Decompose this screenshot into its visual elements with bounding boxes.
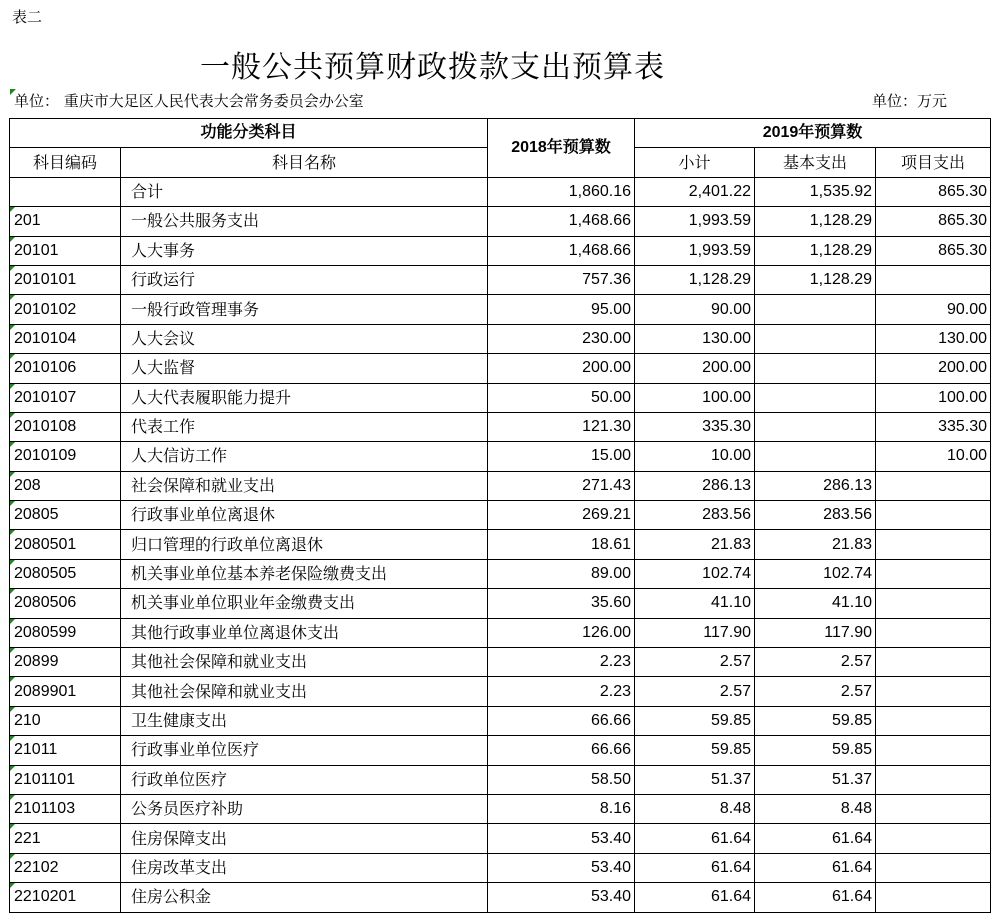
cell-2018-budget: 121.30 — [488, 412, 635, 441]
cell-2018-budget: 271.43 — [488, 471, 635, 500]
cell-code: 2010101 — [10, 265, 121, 294]
cell-2018-budget: 66.66 — [488, 736, 635, 765]
table-row — [10, 589, 991, 618]
cell-2018-budget: 126.00 — [488, 618, 635, 647]
cell-basic-expenditure: 283.56 — [755, 501, 876, 530]
cell-subtotal: 100.00 — [635, 383, 755, 412]
cell-2018-budget: 200.00 — [488, 354, 635, 383]
cell-subtotal: 21.83 — [635, 530, 755, 559]
cell-2018-budget: 2.23 — [488, 648, 635, 677]
table-row — [10, 559, 991, 588]
table-row — [10, 177, 991, 206]
cell-project-expenditure — [876, 265, 991, 294]
cell-subtotal: 1,993.59 — [635, 236, 755, 265]
cell-2018-budget: 95.00 — [488, 295, 635, 324]
table-row — [10, 824, 991, 853]
cell-code: 221 — [10, 824, 121, 853]
cell-code: 210 — [10, 706, 121, 735]
table-row — [10, 530, 991, 559]
table-row — [10, 501, 991, 530]
cell-basic-expenditure — [755, 412, 876, 441]
table-row — [10, 765, 991, 794]
cell-name: 其他社会保障和就业支出 — [121, 648, 488, 677]
cell-name: 合计 — [121, 177, 488, 206]
cell-code: 21011 — [10, 736, 121, 765]
cell-project-expenditure — [876, 736, 991, 765]
cell-project-expenditure: 10.00 — [876, 442, 991, 471]
cell-project-expenditure: 865.30 — [876, 236, 991, 265]
cell-2018-budget: 89.00 — [488, 559, 635, 588]
cell-name: 住房改革支出 — [121, 853, 488, 882]
cell-subtotal: 2.57 — [635, 648, 755, 677]
cell-name: 机关事业单位职业年金缴费支出 — [121, 589, 488, 618]
cell-name: 其他社会保障和就业支出 — [121, 677, 488, 706]
cell-basic-expenditure — [755, 295, 876, 324]
cell-name: 一般公共服务支出 — [121, 207, 488, 236]
table-row — [10, 883, 991, 912]
cell-subtotal: 1,128.29 — [635, 265, 755, 294]
cell-name: 人大监督 — [121, 354, 488, 383]
cell-basic-expenditure — [755, 383, 876, 412]
cell-code: 201 — [10, 207, 121, 236]
cell-project-expenditure: 865.30 — [876, 207, 991, 236]
header-2019-budget: 2019年预算数 — [635, 119, 991, 148]
header-basic-expenditure: 基本支出 — [755, 148, 876, 177]
table-row — [10, 618, 991, 647]
cell-subtotal: 335.30 — [635, 412, 755, 441]
table-row — [10, 354, 991, 383]
cell-basic-expenditure: 1,128.29 — [755, 265, 876, 294]
cell-subtotal: 90.00 — [635, 295, 755, 324]
cell-code: 2089901 — [10, 677, 121, 706]
cell-subtotal: 8.48 — [635, 794, 755, 823]
cell-name: 住房保障支出 — [121, 824, 488, 853]
cell-basic-expenditure: 2.57 — [755, 677, 876, 706]
cell-subtotal: 41.10 — [635, 589, 755, 618]
cell-code: 2080506 — [10, 589, 121, 618]
cell-project-expenditure — [876, 471, 991, 500]
cell-code: 2210201 — [10, 883, 121, 912]
cell-basic-expenditure: 59.85 — [755, 706, 876, 735]
cell-2018-budget: 269.21 — [488, 501, 635, 530]
cell-subtotal: 2.57 — [635, 677, 755, 706]
cell-basic-expenditure: 61.64 — [755, 883, 876, 912]
header-functional-category: 功能分类科目 — [10, 119, 488, 148]
cell-code: 2080505 — [10, 559, 121, 588]
cell-basic-expenditure: 21.83 — [755, 530, 876, 559]
cell-basic-expenditure: 286.13 — [755, 471, 876, 500]
cell-subtotal: 59.85 — [635, 736, 755, 765]
cell-2018-budget: 50.00 — [488, 383, 635, 412]
table-row — [10, 265, 991, 294]
cell-basic-expenditure: 117.90 — [755, 618, 876, 647]
cell-project-expenditure — [876, 677, 991, 706]
cell-basic-expenditure: 1,535.92 — [755, 177, 876, 206]
table-row — [10, 412, 991, 441]
cell-name: 行政运行 — [121, 265, 488, 294]
cell-name: 归口管理的行政单位离退休 — [121, 530, 488, 559]
cell-name: 行政事业单位医疗 — [121, 736, 488, 765]
cell-2018-budget: 230.00 — [488, 324, 635, 353]
table-row — [10, 794, 991, 823]
cell-2018-budget: 757.36 — [488, 265, 635, 294]
cell-code: 2080599 — [10, 618, 121, 647]
cell-basic-expenditure — [755, 442, 876, 471]
table-row — [10, 383, 991, 412]
cell-code: 2010108 — [10, 412, 121, 441]
cell-2018-budget: 53.40 — [488, 853, 635, 882]
cell-project-expenditure — [876, 706, 991, 735]
cell-basic-expenditure: 102.74 — [755, 559, 876, 588]
cell-code: 22102 — [10, 853, 121, 882]
cell-code: 2080501 — [10, 530, 121, 559]
cell-name: 人大代表履职能力提升 — [121, 383, 488, 412]
cell-2018-budget: 58.50 — [488, 765, 635, 794]
cell-basic-expenditure: 61.64 — [755, 824, 876, 853]
cell-code: 2010109 — [10, 442, 121, 471]
cell-2018-budget: 8.16 — [488, 794, 635, 823]
cell-project-expenditure: 200.00 — [876, 354, 991, 383]
cell-basic-expenditure: 41.10 — [755, 589, 876, 618]
cell-2018-budget: 1,468.66 — [488, 207, 635, 236]
cell-code: 2101103 — [10, 794, 121, 823]
table-row — [10, 295, 991, 324]
cell-name: 人大信访工作 — [121, 442, 488, 471]
cell-project-expenditure — [876, 501, 991, 530]
table-row — [10, 236, 991, 265]
cell-name: 代表工作 — [121, 412, 488, 441]
table-row — [10, 736, 991, 765]
budget-table — [9, 118, 991, 913]
cell-subtotal: 117.90 — [635, 618, 755, 647]
cell-project-expenditure: 335.30 — [876, 412, 991, 441]
cell-basic-expenditure — [755, 354, 876, 383]
cell-project-expenditure — [876, 765, 991, 794]
cell-project-expenditure: 865.30 — [876, 177, 991, 206]
cell-project-expenditure — [876, 589, 991, 618]
cell-subtotal: 61.64 — [635, 883, 755, 912]
header-subtotal: 小计 — [635, 148, 755, 177]
cell-name: 行政事业单位离退休 — [121, 501, 488, 530]
cell-code — [10, 177, 121, 206]
cell-project-expenditure — [876, 883, 991, 912]
cell-subtotal: 1,993.59 — [635, 207, 755, 236]
cell-name: 公务员医疗补助 — [121, 794, 488, 823]
cell-name: 卫生健康支出 — [121, 706, 488, 735]
cell-2018-budget: 53.40 — [488, 824, 635, 853]
cell-code: 20805 — [10, 501, 121, 530]
cell-2018-budget: 35.60 — [488, 589, 635, 618]
cell-name: 人大会议 — [121, 324, 488, 353]
page-title: 一般公共预算财政拨款支出预算表 — [200, 50, 665, 85]
cell-2018-budget: 15.00 — [488, 442, 635, 471]
cell-name: 机关事业单位基本养老保险缴费支出 — [121, 559, 488, 588]
cell-basic-expenditure — [755, 324, 876, 353]
table-row — [10, 471, 991, 500]
cell-name: 一般行政管理事务 — [121, 295, 488, 324]
cell-subtotal: 200.00 — [635, 354, 755, 383]
cell-basic-expenditure: 51.37 — [755, 765, 876, 794]
cell-code: 20101 — [10, 236, 121, 265]
header-name: 科目名称 — [121, 148, 488, 177]
cell-basic-expenditure: 8.48 — [755, 794, 876, 823]
cell-basic-expenditure: 1,128.29 — [755, 236, 876, 265]
cell-name: 人大事务 — [121, 236, 488, 265]
header-2018-budget: 2018年预算数 — [488, 119, 635, 178]
header-row-1 — [10, 119, 991, 148]
cell-basic-expenditure: 2.57 — [755, 648, 876, 677]
cell-subtotal: 59.85 — [635, 706, 755, 735]
cell-basic-expenditure: 59.85 — [755, 736, 876, 765]
cell-name: 社会保障和就业支出 — [121, 471, 488, 500]
cell-project-expenditure — [876, 824, 991, 853]
cell-project-expenditure — [876, 853, 991, 882]
cell-code: 2010104 — [10, 324, 121, 353]
cell-name: 住房公积金 — [121, 883, 488, 912]
cell-name: 其他行政事业单位离退休支出 — [121, 618, 488, 647]
cell-2018-budget: 2.23 — [488, 677, 635, 706]
table-row — [10, 442, 991, 471]
cell-2018-budget: 1,468.66 — [488, 236, 635, 265]
cell-project-expenditure — [876, 618, 991, 647]
table-row — [10, 706, 991, 735]
cell-subtotal: 61.64 — [635, 853, 755, 882]
cell-subtotal: 130.00 — [635, 324, 755, 353]
cell-subtotal: 51.37 — [635, 765, 755, 794]
cell-basic-expenditure: 61.64 — [755, 853, 876, 882]
cell-subtotal: 2,401.22 — [635, 177, 755, 206]
table-row — [10, 324, 991, 353]
table-row — [10, 207, 991, 236]
cell-project-expenditure — [876, 794, 991, 823]
cell-project-expenditure — [876, 530, 991, 559]
cell-2018-budget: 1,860.16 — [488, 177, 635, 206]
cell-2018-budget: 18.61 — [488, 530, 635, 559]
table-row — [10, 648, 991, 677]
cell-code: 2010107 — [10, 383, 121, 412]
unit-currency: 单位：万元 — [872, 92, 948, 110]
cell-basic-expenditure: 1,128.29 — [755, 207, 876, 236]
cell-code: 2101101 — [10, 765, 121, 794]
table-tag: 表二 — [12, 8, 43, 26]
cell-project-expenditure — [876, 648, 991, 677]
cell-project-expenditure: 100.00 — [876, 383, 991, 412]
cell-code: 20899 — [10, 648, 121, 677]
cell-subtotal: 102.74 — [635, 559, 755, 588]
cell-code: 2010102 — [10, 295, 121, 324]
cell-project-expenditure: 130.00 — [876, 324, 991, 353]
table-row — [10, 677, 991, 706]
table-row — [10, 853, 991, 882]
cell-project-expenditure — [876, 559, 991, 588]
header-code: 科目编码 — [10, 148, 121, 177]
cell-2018-budget: 53.40 — [488, 883, 635, 912]
cell-code: 208 — [10, 471, 121, 500]
cell-subtotal: 286.13 — [635, 471, 755, 500]
cell-code: 2010106 — [10, 354, 121, 383]
unit-organization: 单位： 重庆市大足区人民代表大会常务委员会办公室 — [14, 92, 364, 110]
cell-2018-budget: 66.66 — [488, 706, 635, 735]
cell-subtotal: 10.00 — [635, 442, 755, 471]
cell-name: 行政单位医疗 — [121, 765, 488, 794]
cell-subtotal: 283.56 — [635, 501, 755, 530]
cell-project-expenditure: 90.00 — [876, 295, 991, 324]
cell-subtotal: 61.64 — [635, 824, 755, 853]
header-project-expenditure: 项目支出 — [876, 148, 991, 177]
